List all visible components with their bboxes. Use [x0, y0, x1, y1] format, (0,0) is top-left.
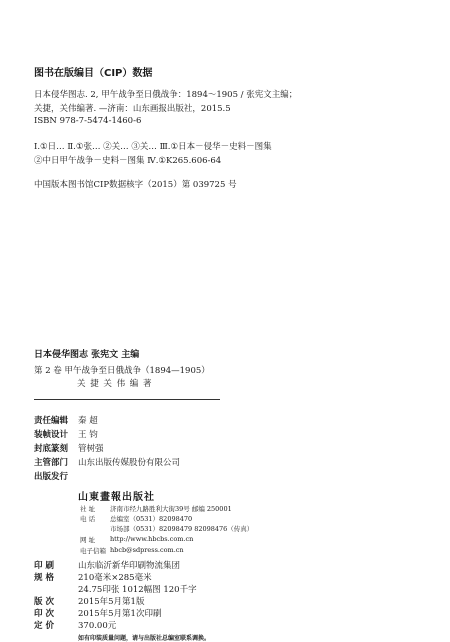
- cip-number: 中国版本图书馆CIP数据核字（2015）第 039725 号: [34, 180, 237, 190]
- credit-value: 管树强: [78, 444, 104, 454]
- authors: 关 捷 关 伟 编 著: [77, 379, 153, 389]
- footer-note: 如有印装质量问题，请与出版社总编室联系调换。: [78, 635, 211, 642]
- cip-line: 日本侵华图志. 2, 甲午战争至日俄战争：1894～1905 / 张宪文主编；: [34, 90, 298, 100]
- cip-line: ②中日甲午战争－史料－图集 Ⅳ.①K265.606-64: [34, 156, 222, 166]
- credit-value: 王 钧: [78, 430, 98, 440]
- spec-label: 规 格: [34, 573, 54, 583]
- publisher-detail-key: 社 址: [80, 505, 96, 513]
- credit-label: 封底篆刻: [34, 444, 69, 454]
- volume-title: 第 2 卷 甲午战争至日俄战争（1894—1905）: [34, 366, 210, 376]
- spec-label: 印 次: [34, 609, 54, 619]
- cip-line: 关捷，关伟编著. —济南：山东画报出版社，2015.5: [34, 104, 231, 114]
- publisher-detail-key: 电 话: [80, 515, 96, 523]
- credit-label: 装帧设计: [34, 430, 69, 440]
- cip-line: ISBN 978-7-5474-1460-6: [34, 116, 142, 126]
- spec-value: 2015年5月第1版: [78, 597, 145, 607]
- publisher-detail-value: 市场部（0531）82098479 82098476（传真）: [110, 525, 254, 533]
- credit-value: 山东出版传媒股份有限公司: [78, 458, 181, 468]
- spec-value: 210毫米×285毫米: [78, 573, 152, 583]
- spec-value: 370.00元: [78, 621, 117, 631]
- publisher-detail-value: 总编室（0531）82098470: [110, 515, 193, 523]
- spec-label: 印 刷: [34, 561, 54, 571]
- spec-label: 定 价: [34, 621, 54, 631]
- cip-heading: 图书在版编目（CIP）数据: [34, 68, 153, 79]
- publisher-detail-value: 济南市经九路胜利大街39号 邮编 250001: [110, 505, 232, 513]
- cip-line: Ⅰ.①日… Ⅱ.①张… ②关… ③关… Ⅲ.①日本－侵华－史料－图集: [34, 142, 272, 152]
- credit-label: 责任编辑: [34, 416, 69, 426]
- publisher-logo: 山東畫報出版社: [78, 492, 155, 503]
- spec-value: 24.75印张 1012幅图 120千字: [78, 585, 197, 595]
- credit-label: 主管部门: [34, 458, 69, 468]
- series-title: 日本侵华图志 张宪文 主编: [34, 350, 140, 360]
- divider: [34, 399, 220, 400]
- spec-value: 2015年5月第1次印刷: [78, 609, 162, 619]
- spec-label: 版 次: [34, 597, 54, 607]
- publisher-detail-value: hbcb@sdpress.com.cn: [110, 546, 184, 554]
- credit-label: 出版发行: [34, 472, 69, 482]
- credit-value: 秦 超: [78, 416, 98, 426]
- spec-value: 山东临沂新华印刷物流集团: [78, 561, 181, 571]
- publisher-detail-key: 网 址: [80, 536, 96, 544]
- publisher-detail-value: http://www.hbcbs.com.cn: [110, 535, 194, 543]
- publisher-detail-key: 电子信箱: [80, 547, 106, 555]
